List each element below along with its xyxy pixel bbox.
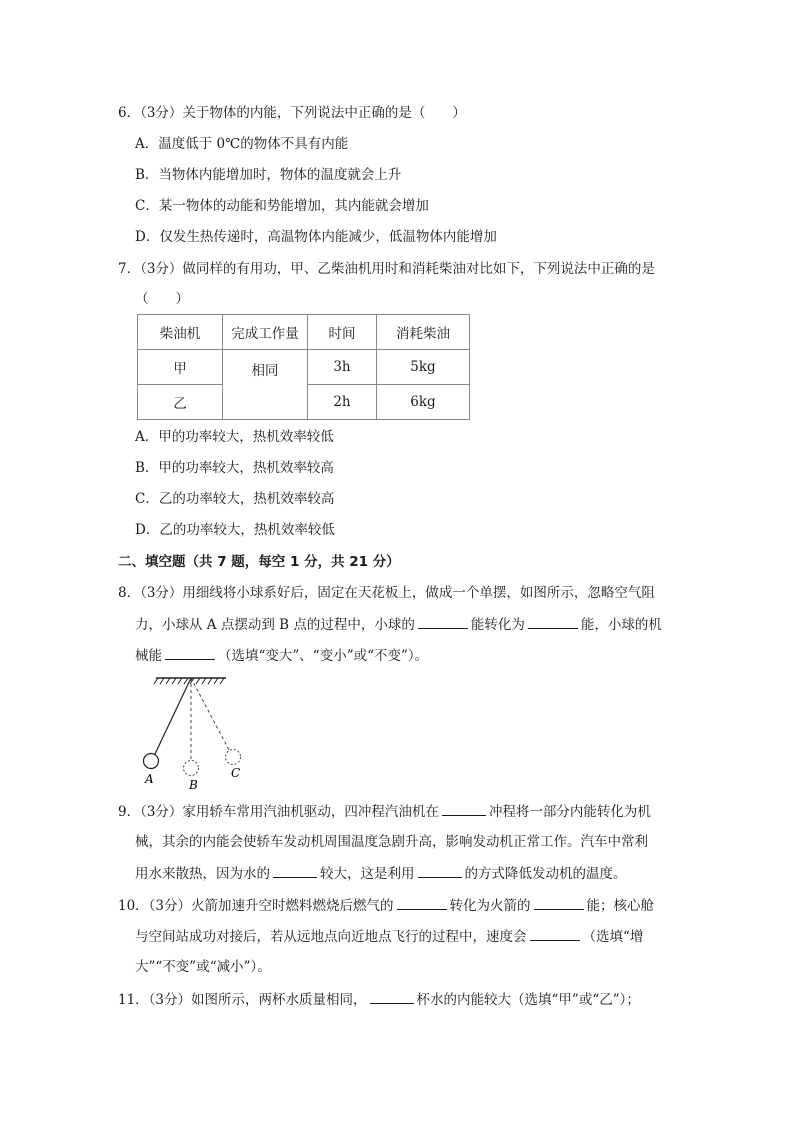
question-10-line-2 (135, 927, 643, 946)
text-span: 能，小球的机 (580, 617, 662, 633)
text-span: 较大，这是利用 (320, 866, 415, 882)
question-7-option-c: C．乙的功率较大，热机效率较高 (135, 491, 335, 507)
question-7-stem: 7．（3分）做同样的有用功，甲、乙柴油机用时和消耗柴油对比如下，下列说法中正确的是 (118, 261, 655, 277)
label-a: A (145, 772, 154, 786)
label-c: C (231, 766, 241, 780)
question-8-line-2 (135, 615, 662, 634)
text-span: 用水来散热，因为水的 (135, 866, 270, 882)
text-span: 力，小球从 A 点摆动到 B 点的过程中，小球的 (135, 617, 415, 633)
question-7-option-d: D．乙的功率较大，热机效率较低 (135, 522, 335, 538)
text-span: 能转化为 (470, 617, 525, 633)
table-header-cell: 时间 (308, 315, 377, 350)
text-span: 9．（3分）家用轿车常用汽油机驱动，四冲程汽油机在 (118, 804, 439, 820)
question-6-stem: 6．（3分）关于物体的内能，下列说法中正确的是（ ） (118, 105, 466, 121)
table-header-cell: 柴油机 (138, 315, 223, 350)
question-7-option-b: B．甲的功率较大，热机效率较高 (135, 460, 334, 476)
question-11-line-1 (118, 990, 640, 1009)
text-span: （选填“变大”、“变小”或“不变”）。 (218, 648, 429, 664)
question-7-option-a: A．甲的功率较大，热机效率较低 (135, 429, 334, 445)
table-cell: 6kg (377, 385, 470, 420)
answer-blank[interactable] (534, 896, 584, 910)
section-heading-fill-in: 二、填空题（共 7 题，每空 1 分，共 21 分） (118, 554, 400, 570)
question-9-line-2: 械，其余的内能会使轿车发动机周围温度急剧升高，影响发动机正常工作。汽车中常利 (135, 834, 648, 850)
table-row (138, 350, 470, 385)
answer-blank[interactable] (418, 864, 462, 878)
label-b: B (189, 778, 198, 792)
question-6-option-a: A．温度低于 0℃的物体不具有内能 (135, 136, 349, 152)
table-cell-merged: 相同 (223, 350, 308, 420)
text-span: 的方式降低发动机的温度。 (464, 866, 627, 882)
text-span: 械能 (135, 648, 162, 664)
ball-b (184, 761, 199, 776)
answer-blank[interactable] (418, 615, 468, 629)
table-cell: 5kg (377, 350, 470, 385)
answer-blank[interactable] (528, 615, 578, 629)
ball-c (226, 750, 241, 765)
text-span: 冲程将一部分内能转化为机 (488, 804, 651, 820)
question-6-option-c: C．某一物体的动能和势能增加，其内能就会增加 (135, 198, 429, 214)
text-span: 11．（3分）如图所示，两杯水质量相同， (118, 992, 367, 1008)
question-10-line-1 (118, 896, 654, 915)
answer-blank[interactable] (442, 802, 486, 816)
table-cell: 甲 (138, 350, 223, 385)
table-cell: 乙 (138, 385, 223, 420)
text-span: 能；核心舱 (586, 898, 655, 914)
text-span: （选填“增 (582, 929, 644, 945)
question-6-option-d: D．仅发生热传递时，高温物体内能减少，低温物体内能增加 (135, 229, 497, 245)
pendulum-figure (140, 672, 250, 797)
answer-blank[interactable] (165, 646, 215, 660)
answer-blank[interactable] (370, 990, 414, 1004)
table-cell: 2h (308, 385, 377, 420)
question-9-line-1 (118, 802, 651, 821)
text-span: 杯水的内能较大（选填“甲”或“乙”）； (416, 992, 640, 1008)
question-7-stem-bracket: （ ） (135, 291, 189, 307)
diesel-comparison-table (137, 314, 470, 420)
table-header-row (138, 315, 470, 350)
answer-blank[interactable] (397, 896, 447, 910)
question-10-line-3: 大”“不变”或“减小”）。 (135, 959, 271, 975)
question-9-line-3 (135, 864, 627, 883)
table-cell: 3h (308, 350, 377, 385)
text-span: 10．（3分）火箭加速升空时燃料燃烧后燃气的 (118, 898, 394, 914)
ball-a (144, 754, 159, 769)
text-span: 与空间站成功对接后，若从远地点向近地点飞行的过程中，速度会 (135, 929, 527, 945)
answer-blank[interactable] (273, 864, 317, 878)
answer-blank[interactable] (530, 927, 580, 941)
question-8-line-3 (135, 646, 428, 665)
question-6-option-b: B．当物体内能增加时，物体的温度就会上升 (135, 167, 402, 183)
table-header-cell: 完成工作量 (223, 315, 308, 350)
table-header-cell: 消耗柴油 (377, 315, 470, 350)
question-8-line-1: 8．（3分）用细线将小球系好后，固定在天花板上，做成一个单摆，如图所示，忽略空气阻 (118, 585, 655, 601)
text-span: 转化为火箭的 (449, 898, 531, 914)
